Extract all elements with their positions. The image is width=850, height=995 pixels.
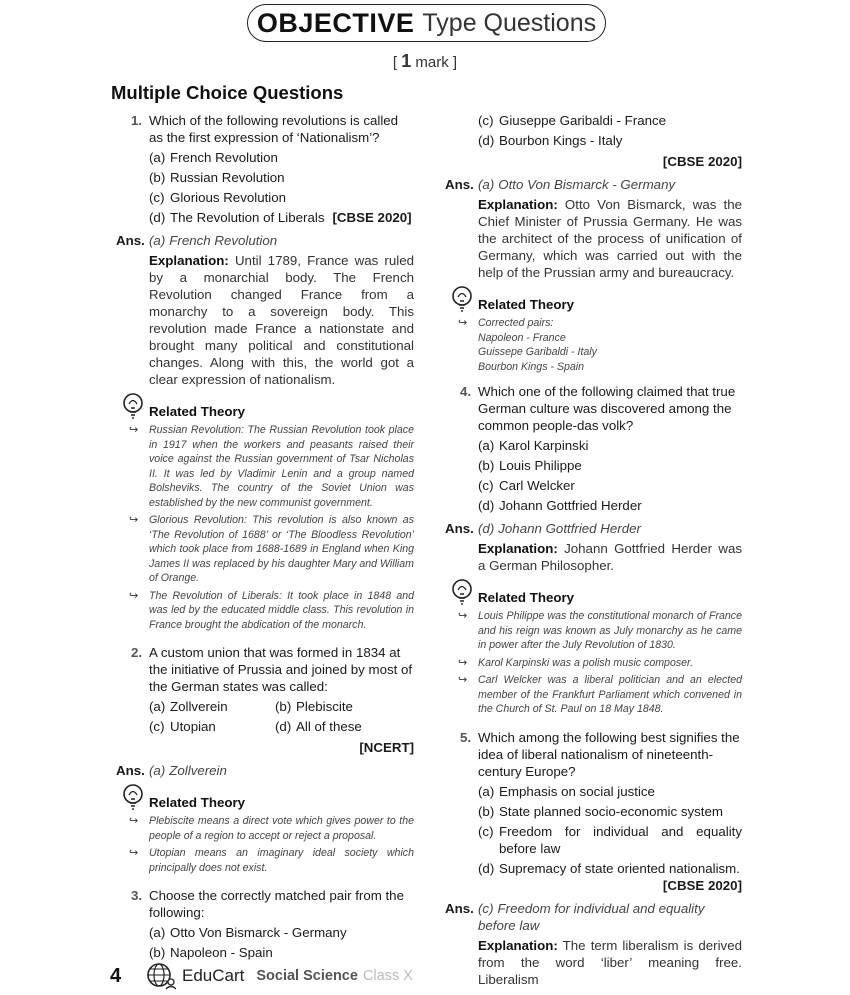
right-column: [445, 112, 742, 988]
pair-line: Bourbon Kings - Spain: [478, 360, 585, 373]
answer-1: Ans. (a) French Revolution: [116, 233, 278, 248]
option-a: (a) Otto Von Bismarck - Germany: [149, 925, 347, 940]
pair-line: Napoleon - France: [478, 331, 566, 344]
question-2: [116, 644, 414, 756]
question-number: 3.: [131, 888, 143, 903]
option-d: (d) Bourbon Kings - Italy: [478, 133, 623, 148]
question-text: Which of the following revolutions is called as the first expression of ‘Nationalism’?: [149, 113, 399, 145]
page-number: 4: [110, 964, 122, 987]
option-c: (c) Utopian: [149, 719, 216, 734]
related-theory-title: Related Theory: [149, 404, 246, 419]
option-b: (b) Russian Revolution: [149, 170, 285, 185]
question-number: 4.: [460, 384, 472, 399]
lightbulb-head-icon: [450, 578, 474, 606]
related-theory-1: [116, 398, 414, 632]
option-d: (d) The Revolution of Liberals [CBSE 2020]: [149, 210, 412, 225]
question-text: Which among the following best signifies the idea of liberal nationalism of nineteenth-century Europe?: [478, 729, 740, 779]
curved-arrow-icon: ↪: [129, 815, 139, 827]
curved-arrow-icon: ↪: [129, 424, 139, 436]
option-c: (c) Giuseppe Garibaldi - France: [478, 113, 667, 128]
question-1: [116, 112, 414, 226]
source-tag: [CBSE 2020]: [662, 154, 742, 169]
answer-2: Ans. (a) Zollverein: [116, 763, 227, 778]
question-3-continued: [445, 112, 742, 170]
left-column: [116, 112, 414, 961]
option-c: (c) Glorious Revolution: [149, 190, 287, 205]
theory-item: ↪ Glorious Revolution: This revolution is also known as ‘The Revolution of 1688’ or ‘The Bloodless Revolution’ which took place from 1688-1689 in England when King James II was replaced by his daughter Mary and William of Orange.: [129, 514, 414, 584]
curved-arrow-icon: ↪: [129, 514, 139, 526]
globe-reader-icon: [146, 962, 176, 990]
related-theory-2: [116, 789, 414, 875]
page-footer: [110, 962, 413, 990]
title-banner: [247, 4, 606, 42]
explanation-4: Explanation: Johann Gottfried Herder was a German Philosopher.: [478, 541, 742, 573]
theory-item: ↪ Louis Philippe was the constitutional monarch of France and his reign was known as July monarchy as he came in power after the July Revolution of 1830.: [458, 610, 742, 651]
source-tag: [CBSE 2020]: [332, 210, 412, 225]
curved-arrow-icon: ↪: [458, 674, 468, 686]
answer-3: Ans. (a) Otto Von Bismarck - Germany: [445, 177, 676, 192]
explanation-1: Explanation: Until 1789, France was ruled by a monarchial body. The French Revolution changed France from a monarchy to a sovereign body. This revolution made France a nationstate and brought many political and constitutional changes. Along with this, the world got a clear expression of nationalism.: [149, 253, 414, 387]
option-a: (a) French Revolution: [149, 150, 278, 165]
option-c: (c) Freedom for individual and equality before law: [478, 823, 742, 856]
theory-item: ↪ Plebiscite means a direct vote which gives power to the people of a region to accept or reject a proposal.: [129, 815, 414, 842]
curved-arrow-icon: ↪: [458, 656, 468, 669]
option-a: (a) Emphasis on social justice: [478, 783, 655, 799]
question-text: A custom union that was formed in 1834 at the initiative of Prussia and joined by most of the German states was called:: [149, 645, 413, 694]
question-text: Which one of the following claimed that true German culture was discovered among the common people-das volk?: [478, 384, 736, 433]
lightbulb-head-icon: [450, 285, 474, 313]
theory-item: ↪ The Revolution of Liberals: It took place in 1848 and was led by the educated middle class. This revolution in France brought the abdication of the monarch.: [129, 589, 414, 631]
question-text: Choose the correctly matched pair from the following:: [149, 888, 404, 920]
related-theory-4: [445, 584, 742, 717]
lightbulb-head-icon: [121, 783, 145, 811]
option-b: (b) Napoleon - Spain: [149, 945, 273, 960]
theory-item: ↪ Carl Welcker was a liberal politician and an elected member of the Frankfurt Parliament which convened in the Church of St. Paul on 18 May 1848.: [458, 674, 742, 715]
option-b: (b) Louis Philippe: [478, 458, 582, 473]
question-5: [445, 729, 742, 894]
marks-number: 1: [401, 51, 412, 71]
pair-line: Guissepe Garibaldi - Italy: [478, 346, 597, 358]
class-label: Class X: [362, 968, 413, 984]
source-tag: [NCERT]: [359, 740, 414, 755]
related-theory-title: Related Theory: [478, 297, 575, 312]
source-tag: [CBSE 2020]: [662, 877, 742, 893]
marks-label: [ 1 mark ]: [392, 51, 458, 71]
option-d: (d) All of these: [275, 719, 362, 734]
option-c: (c) Carl Welcker: [478, 478, 575, 493]
related-theory-title: Related Theory: [149, 795, 246, 810]
subject-name: Social Science: [256, 968, 358, 984]
theory-item: ↪ Utopian means an imaginary ideal society which principally does not exist.: [129, 847, 414, 874]
curved-arrow-icon: ↪: [458, 610, 468, 622]
related-theory-3: [445, 291, 742, 374]
educart-logo: EduCart: [182, 966, 245, 985]
curved-arrow-icon: ↪: [129, 847, 139, 859]
related-theory-title: Related Theory: [478, 590, 575, 605]
option-b: (b) State planned socio-economic system: [478, 803, 723, 819]
option-b: (b) Plebiscite: [275, 699, 353, 714]
curved-arrow-icon: ↪: [129, 589, 139, 602]
title-bold: OBJECTIVE: [256, 7, 415, 38]
section-title: Multiple Choice Questions: [111, 82, 344, 103]
option-d: (d) Supremacy of state oriented nationalism.: [478, 860, 740, 876]
question-number: 1.: [131, 113, 143, 128]
question-number: 5.: [460, 729, 472, 745]
theory-item: ↪ Russian Revolution: The Russian Revolution took place in 1917 when the workers and peasants raised their voice against the Russian government of Tsar Nicholas II. It was led by Vladimir Lenin and a group named Bolsheviks. The country of the Soviet Union was established by the new communist government.: [129, 424, 414, 509]
answer-5: Ans. (c) Freedom for individual and equality before law: [445, 900, 705, 933]
theory-item: ↪ Corrected pairs:: [458, 317, 554, 329]
curved-arrow-icon: ↪: [458, 317, 468, 329]
question-number: 2.: [131, 645, 143, 660]
option-d: (d) Johann Gottfried Herder: [478, 498, 642, 513]
question-4: [445, 383, 742, 514]
option-a: (a) Zollverein: [149, 699, 228, 714]
answer-4: Ans. (d) Johann Gottfried Herder: [445, 521, 641, 536]
theory-item: ↪ Karol Karpinski was a polish music composer.: [458, 656, 694, 669]
option-a: (a) Karol Karpinski: [478, 438, 589, 453]
explanation-5: Explanation: The term liberalism is derived from the word ‘liber’ meaning free. Liberalism: [478, 937, 742, 987]
title-light: Type Questions: [422, 8, 597, 37]
lightbulb-head-icon: [121, 392, 145, 420]
explanation-3: Explanation: Otto Von Bismarck, was the Chief Minister of Prussia Germany. He was the architect of the process of unification of Germany, which was carried out with the help of the Prussian army and bureaucracy.: [478, 197, 742, 280]
question-3: [116, 887, 414, 961]
